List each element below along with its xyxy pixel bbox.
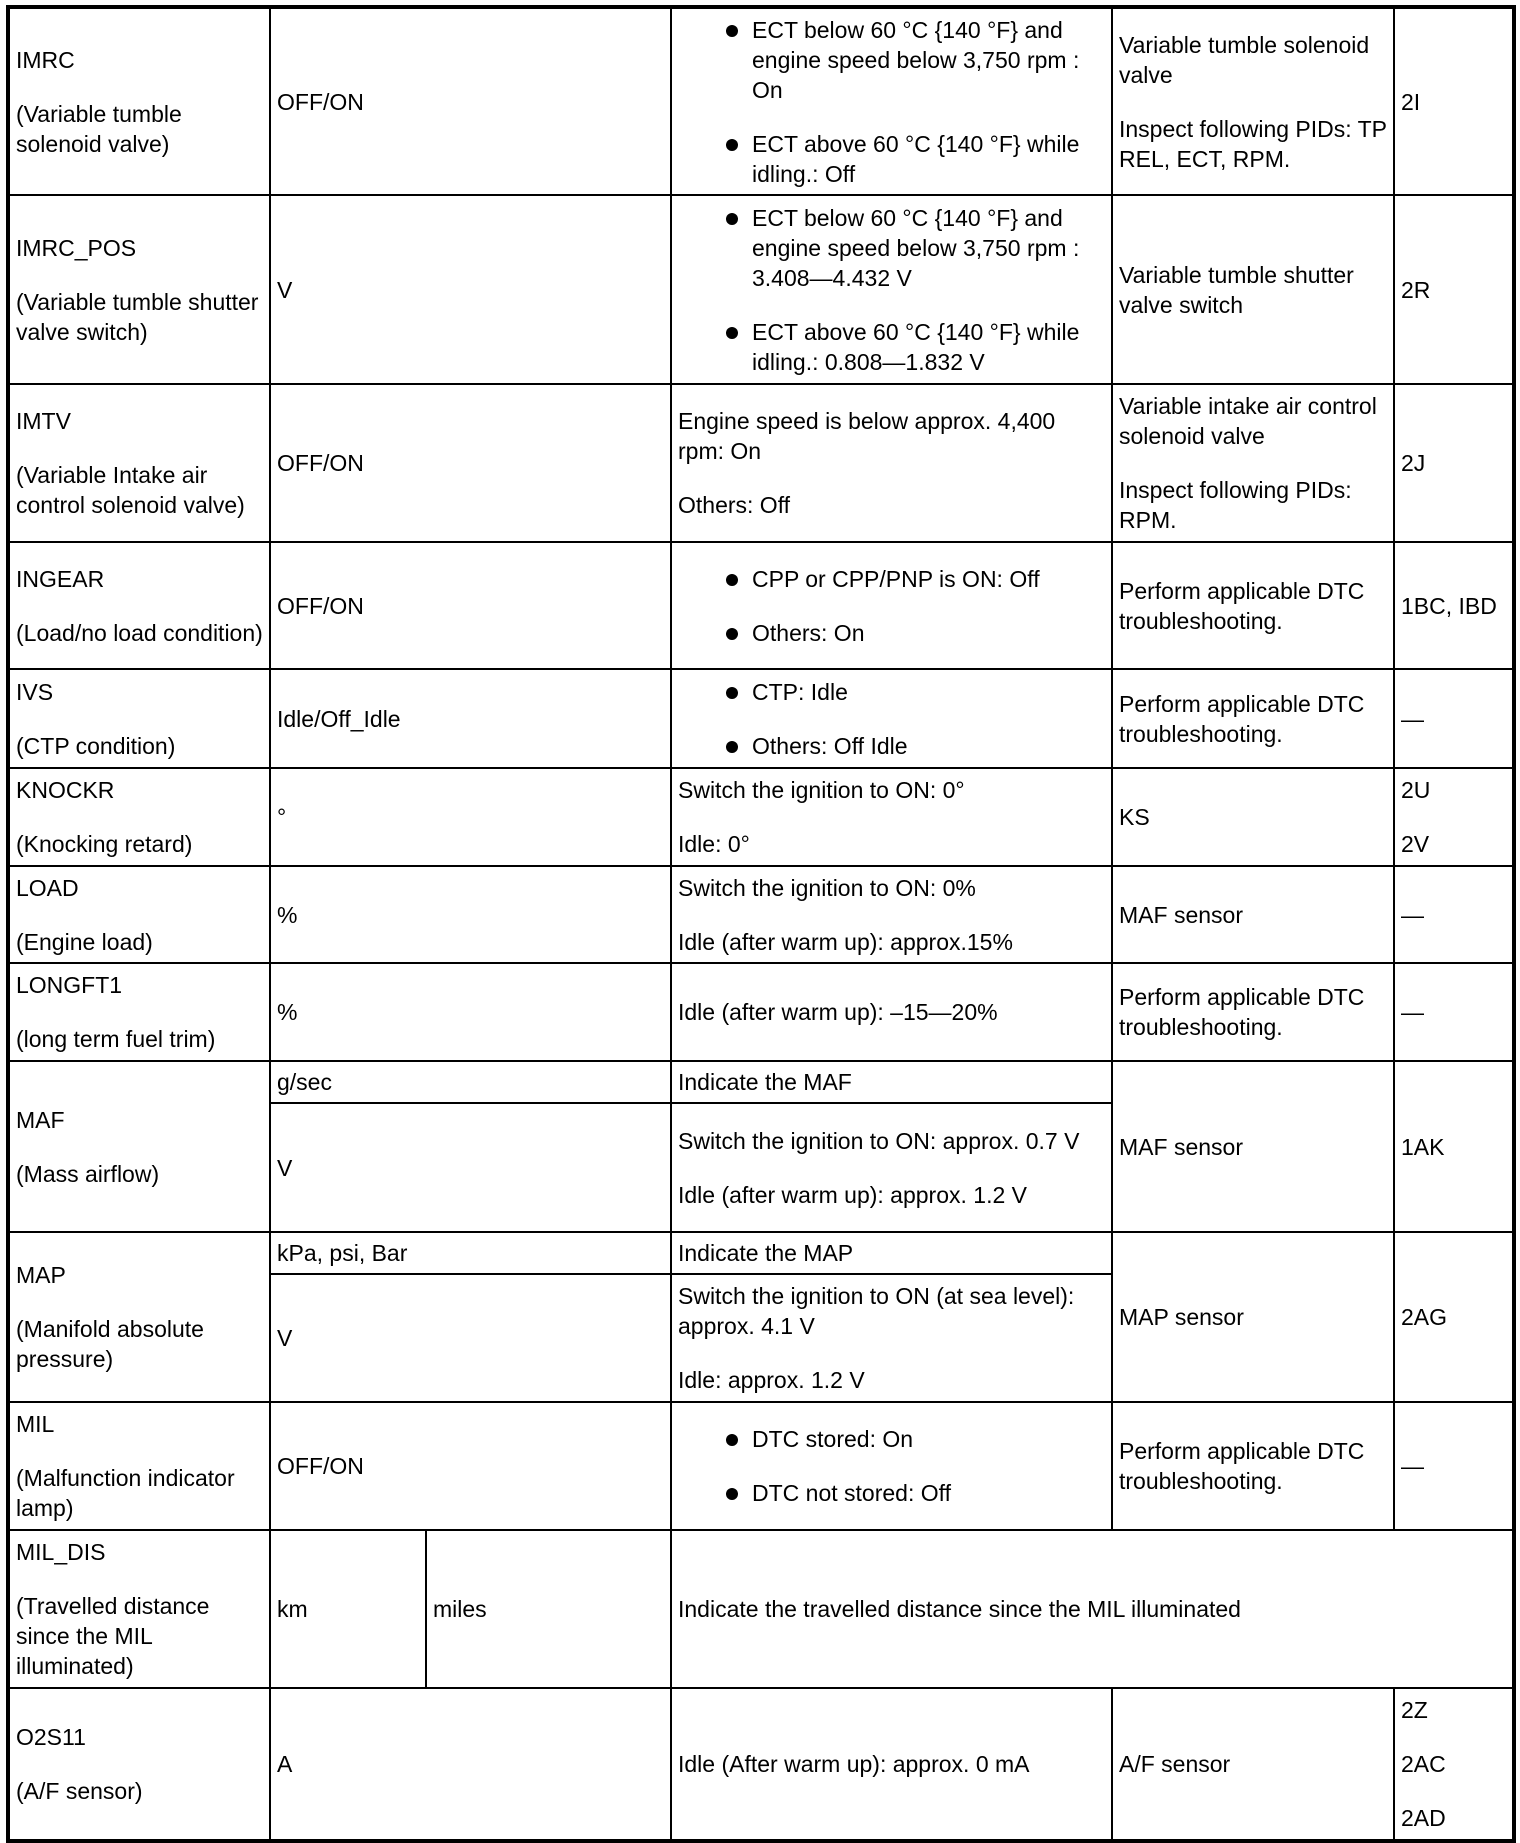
pid-description: (Mass airflow) — [16, 1160, 160, 1187]
unit-cell: OFF/ON — [270, 1402, 671, 1530]
table-row — [8, 7, 1514, 195]
action-cell — [1112, 866, 1394, 963]
pid-cell — [8, 542, 270, 669]
condition-text: Others: Off — [678, 492, 791, 518]
condition-cell — [671, 1103, 1112, 1232]
pid-cell — [8, 669, 270, 768]
condition-item: DTC not stored: Off — [752, 1478, 1105, 1508]
terminal-cell — [1394, 963, 1514, 1061]
action-text: Perform applicable DTC troubleshooting. — [1119, 984, 1365, 1040]
terminal-text: — — [1401, 1453, 1424, 1479]
condition-text: Switch the ignition to ON (at sea level): approx. 4.1 V — [678, 1283, 1075, 1339]
action-text: MAP sensor — [1119, 1304, 1244, 1330]
unit-cell: OFF/ON — [270, 384, 671, 542]
terminal-text: 2AC — [1401, 1751, 1446, 1777]
condition-text: Idle (after warm up): –15—20% — [678, 999, 998, 1025]
condition-text: Engine speed is below approx. 4,400 rpm: On — [678, 408, 1056, 464]
condition-item: ECT above 60 °C {140 °F} while idling.: 0.808—1.832 V — [752, 317, 1105, 377]
action-text: Perform applicable DTC troubleshooting. — [1119, 690, 1365, 747]
terminal-text: 2J — [1401, 450, 1426, 476]
action-cell — [1112, 1688, 1394, 1841]
action-cell — [1112, 1232, 1394, 1402]
terminal-text: 2V — [1401, 831, 1430, 857]
action-text: Inspect following PIDs: TP REL, ECT, RPM. — [1119, 115, 1387, 172]
terminal-text: — — [1401, 999, 1424, 1025]
condition-text: Switch the ignition to ON: approx. 0.7 V — [678, 1127, 1080, 1154]
terminal-text: 1BC, IBD — [1401, 592, 1497, 619]
action-cell — [1112, 669, 1394, 768]
terminal-cell — [1394, 866, 1514, 963]
unit-cell: V — [270, 1274, 671, 1402]
action-text: MAF sensor — [1119, 901, 1243, 928]
table-row — [8, 1530, 1514, 1688]
condition-cell — [671, 1688, 1112, 1841]
pid-description: (Variable Intake air control solenoid valve) — [16, 462, 245, 518]
action-cell — [1112, 542, 1394, 669]
action-text: KS — [1119, 804, 1150, 830]
condition-cell — [671, 1402, 1112, 1530]
table-row — [8, 195, 1514, 384]
condition-cell — [671, 7, 1112, 195]
condition-cell — [671, 669, 1112, 768]
condition-cell — [671, 1274, 1112, 1402]
action-cell — [1112, 7, 1394, 195]
unit-cell: % — [270, 963, 671, 1061]
condition-list — [678, 564, 1105, 648]
terminal-cell — [1394, 1232, 1514, 1402]
pid-description: (A/F sensor) — [16, 1778, 143, 1804]
table-row — [8, 866, 1514, 963]
condition-item: Others: On — [752, 618, 1105, 648]
condition-text: Idle: approx. 1.2 V — [678, 1367, 865, 1393]
pid-cell — [8, 384, 270, 542]
terminal-cell — [1394, 542, 1514, 669]
condition-text: Idle: 0° — [678, 831, 750, 857]
pid-description: (CTP condition) — [16, 732, 176, 759]
unit-cell: OFF/ON — [270, 7, 671, 195]
condition-cell: Indicate the MAP — [671, 1232, 1112, 1274]
pid-name: MAP — [16, 1262, 66, 1288]
terminal-text: — — [1401, 901, 1424, 928]
pid-name: KNOCKR — [16, 777, 115, 803]
condition-cell: Indicate the MAF — [671, 1061, 1112, 1103]
pid-description: (Load/no load condition) — [16, 619, 263, 646]
pid-description: (Variable tumble solenoid valve) — [16, 100, 182, 157]
condition-item: ECT above 60 °C {140 °F} while idling.: Off — [752, 129, 1105, 189]
table-row — [8, 768, 1514, 866]
condition-list — [678, 203, 1105, 377]
condition-list — [678, 1424, 1105, 1508]
terminal-cell — [1394, 669, 1514, 768]
table-row — [8, 669, 1514, 768]
pid-description: (Variable tumble shutter valve switch) — [16, 288, 259, 345]
pid-description: (Manifold absolute pressure) — [16, 1316, 204, 1372]
table-row — [8, 542, 1514, 669]
pid-table — [6, 5, 1516, 1843]
unit-cell: ° — [270, 768, 671, 866]
unit-cell: % — [270, 866, 671, 963]
pid-description: (Engine load) — [16, 928, 153, 955]
terminal-cell — [1394, 1688, 1514, 1841]
condition-cell — [671, 542, 1112, 669]
action-text: Perform applicable DTC troubleshooting. — [1119, 1438, 1365, 1494]
condition-item: ECT below 60 °C {140 °F} and engine speed below 3,750 rpm : 3.408—4.432 V — [752, 203, 1105, 293]
condition-cell — [671, 384, 1112, 542]
condition-item: CPP or CPP/PNP is ON: Off — [752, 564, 1105, 594]
terminal-text: 1AK — [1401, 1133, 1445, 1160]
action-text: Variable intake air control solenoid valve — [1119, 393, 1377, 449]
unit-cell: A — [270, 1688, 671, 1841]
condition-list — [678, 15, 1105, 189]
condition-text: Idle (After warm up): approx. 0 mA — [678, 1751, 1030, 1777]
terminal-text: 2U — [1401, 777, 1431, 803]
terminal-text: 2Z — [1401, 1697, 1428, 1723]
pid-cell — [8, 1061, 270, 1232]
pid-cell — [8, 1688, 270, 1841]
action-cell — [1112, 1402, 1394, 1530]
pid-cell — [8, 768, 270, 866]
pid-description: (Knocking retard) — [16, 831, 193, 857]
terminal-text: 2R — [1401, 276, 1431, 303]
pid-description: (Travelled distance since the MIL illuminated) — [16, 1593, 210, 1679]
table-row — [8, 1061, 1514, 1103]
action-text: A/F sensor — [1119, 1751, 1231, 1777]
pid-cell — [8, 7, 270, 195]
pid-cell — [8, 866, 270, 963]
action-cell — [1112, 195, 1394, 384]
pid-description: (long term fuel trim) — [16, 1026, 216, 1052]
unit-metric-cell: km — [270, 1530, 426, 1688]
condition-item: CTP: Idle — [752, 677, 1105, 707]
condition-cell — [671, 768, 1112, 866]
pid-cell — [8, 963, 270, 1061]
pid-name: MAF — [16, 1106, 65, 1133]
table-row — [8, 1232, 1514, 1274]
pid-name: MIL — [16, 1411, 55, 1437]
terminal-cell — [1394, 1402, 1514, 1530]
pid-name: IMRC_POS — [16, 234, 137, 261]
pid-description: (Malfunction indicator lamp) — [16, 1465, 235, 1521]
action-cell — [1112, 1061, 1394, 1232]
unit-cell: Idle/Off_Idle — [270, 669, 671, 768]
action-text: MAF sensor — [1119, 1133, 1243, 1160]
terminal-cell — [1394, 1061, 1514, 1232]
unit-cell: OFF/ON — [270, 542, 671, 669]
pid-cell — [8, 1530, 270, 1688]
condition-text: Idle (after warm up): approx. 1.2 V — [678, 1181, 1027, 1208]
unit-cell: kPa, psi, Bar — [270, 1232, 671, 1274]
terminal-cell — [1394, 195, 1514, 384]
condition-item: Others: Off Idle — [752, 731, 1105, 761]
terminal-cell — [1394, 768, 1514, 866]
condition-item: ECT below 60 °C {140 °F} and engine speed below 3,750 rpm : On — [752, 15, 1105, 105]
pid-cell — [8, 195, 270, 384]
terminal-text: 2AD — [1401, 1805, 1446, 1831]
pid-cell — [8, 1232, 270, 1402]
action-text: Inspect following PIDs: RPM. — [1119, 477, 1352, 533]
unit-cell: V — [270, 1103, 671, 1232]
unit-cell: g/sec — [270, 1061, 671, 1103]
condition-text: Idle (after warm up): approx.15% — [678, 928, 1013, 955]
action-cell — [1112, 963, 1394, 1061]
table-row — [8, 1402, 1514, 1530]
action-cell — [1112, 384, 1394, 542]
table-row — [8, 1688, 1514, 1841]
condition-cell — [671, 195, 1112, 384]
action-cell — [1112, 768, 1394, 866]
condition-cell: Indicate the travelled distance since the MIL illuminated — [671, 1530, 1514, 1688]
condition-text: Switch the ignition to ON: 0% — [678, 874, 976, 901]
condition-text: Switch the ignition to ON: 0° — [678, 777, 965, 803]
condition-cell — [671, 963, 1112, 1061]
action-text: Perform applicable DTC troubleshooting. — [1119, 577, 1365, 634]
unit-cell: V — [270, 195, 671, 384]
action-text: Variable tumble solenoid valve — [1119, 31, 1370, 88]
action-text: Variable tumble shutter valve switch — [1119, 261, 1354, 318]
pid-name: LONGFT1 — [16, 972, 123, 998]
pid-name: LOAD — [16, 874, 79, 901]
terminal-cell — [1394, 384, 1514, 542]
pid-name: MIL_DIS — [16, 1539, 106, 1565]
condition-item: DTC stored: On — [752, 1424, 1105, 1454]
condition-cell — [671, 866, 1112, 963]
pid-name: IMRC — [16, 46, 75, 73]
pid-name: IVS — [16, 678, 54, 705]
terminal-text: 2I — [1401, 88, 1421, 115]
pid-name: O2S11 — [16, 1724, 86, 1750]
condition-list — [678, 677, 1105, 761]
terminal-text: — — [1401, 705, 1424, 732]
terminal-cell — [1394, 7, 1514, 195]
pid-name: IMTV — [16, 408, 71, 434]
table-row — [8, 963, 1514, 1061]
unit-imperial-cell: miles — [426, 1530, 671, 1688]
terminal-text: 2AG — [1401, 1304, 1448, 1330]
pid-cell — [8, 1402, 270, 1530]
pid-name: INGEAR — [16, 565, 105, 592]
table-row — [8, 384, 1514, 542]
